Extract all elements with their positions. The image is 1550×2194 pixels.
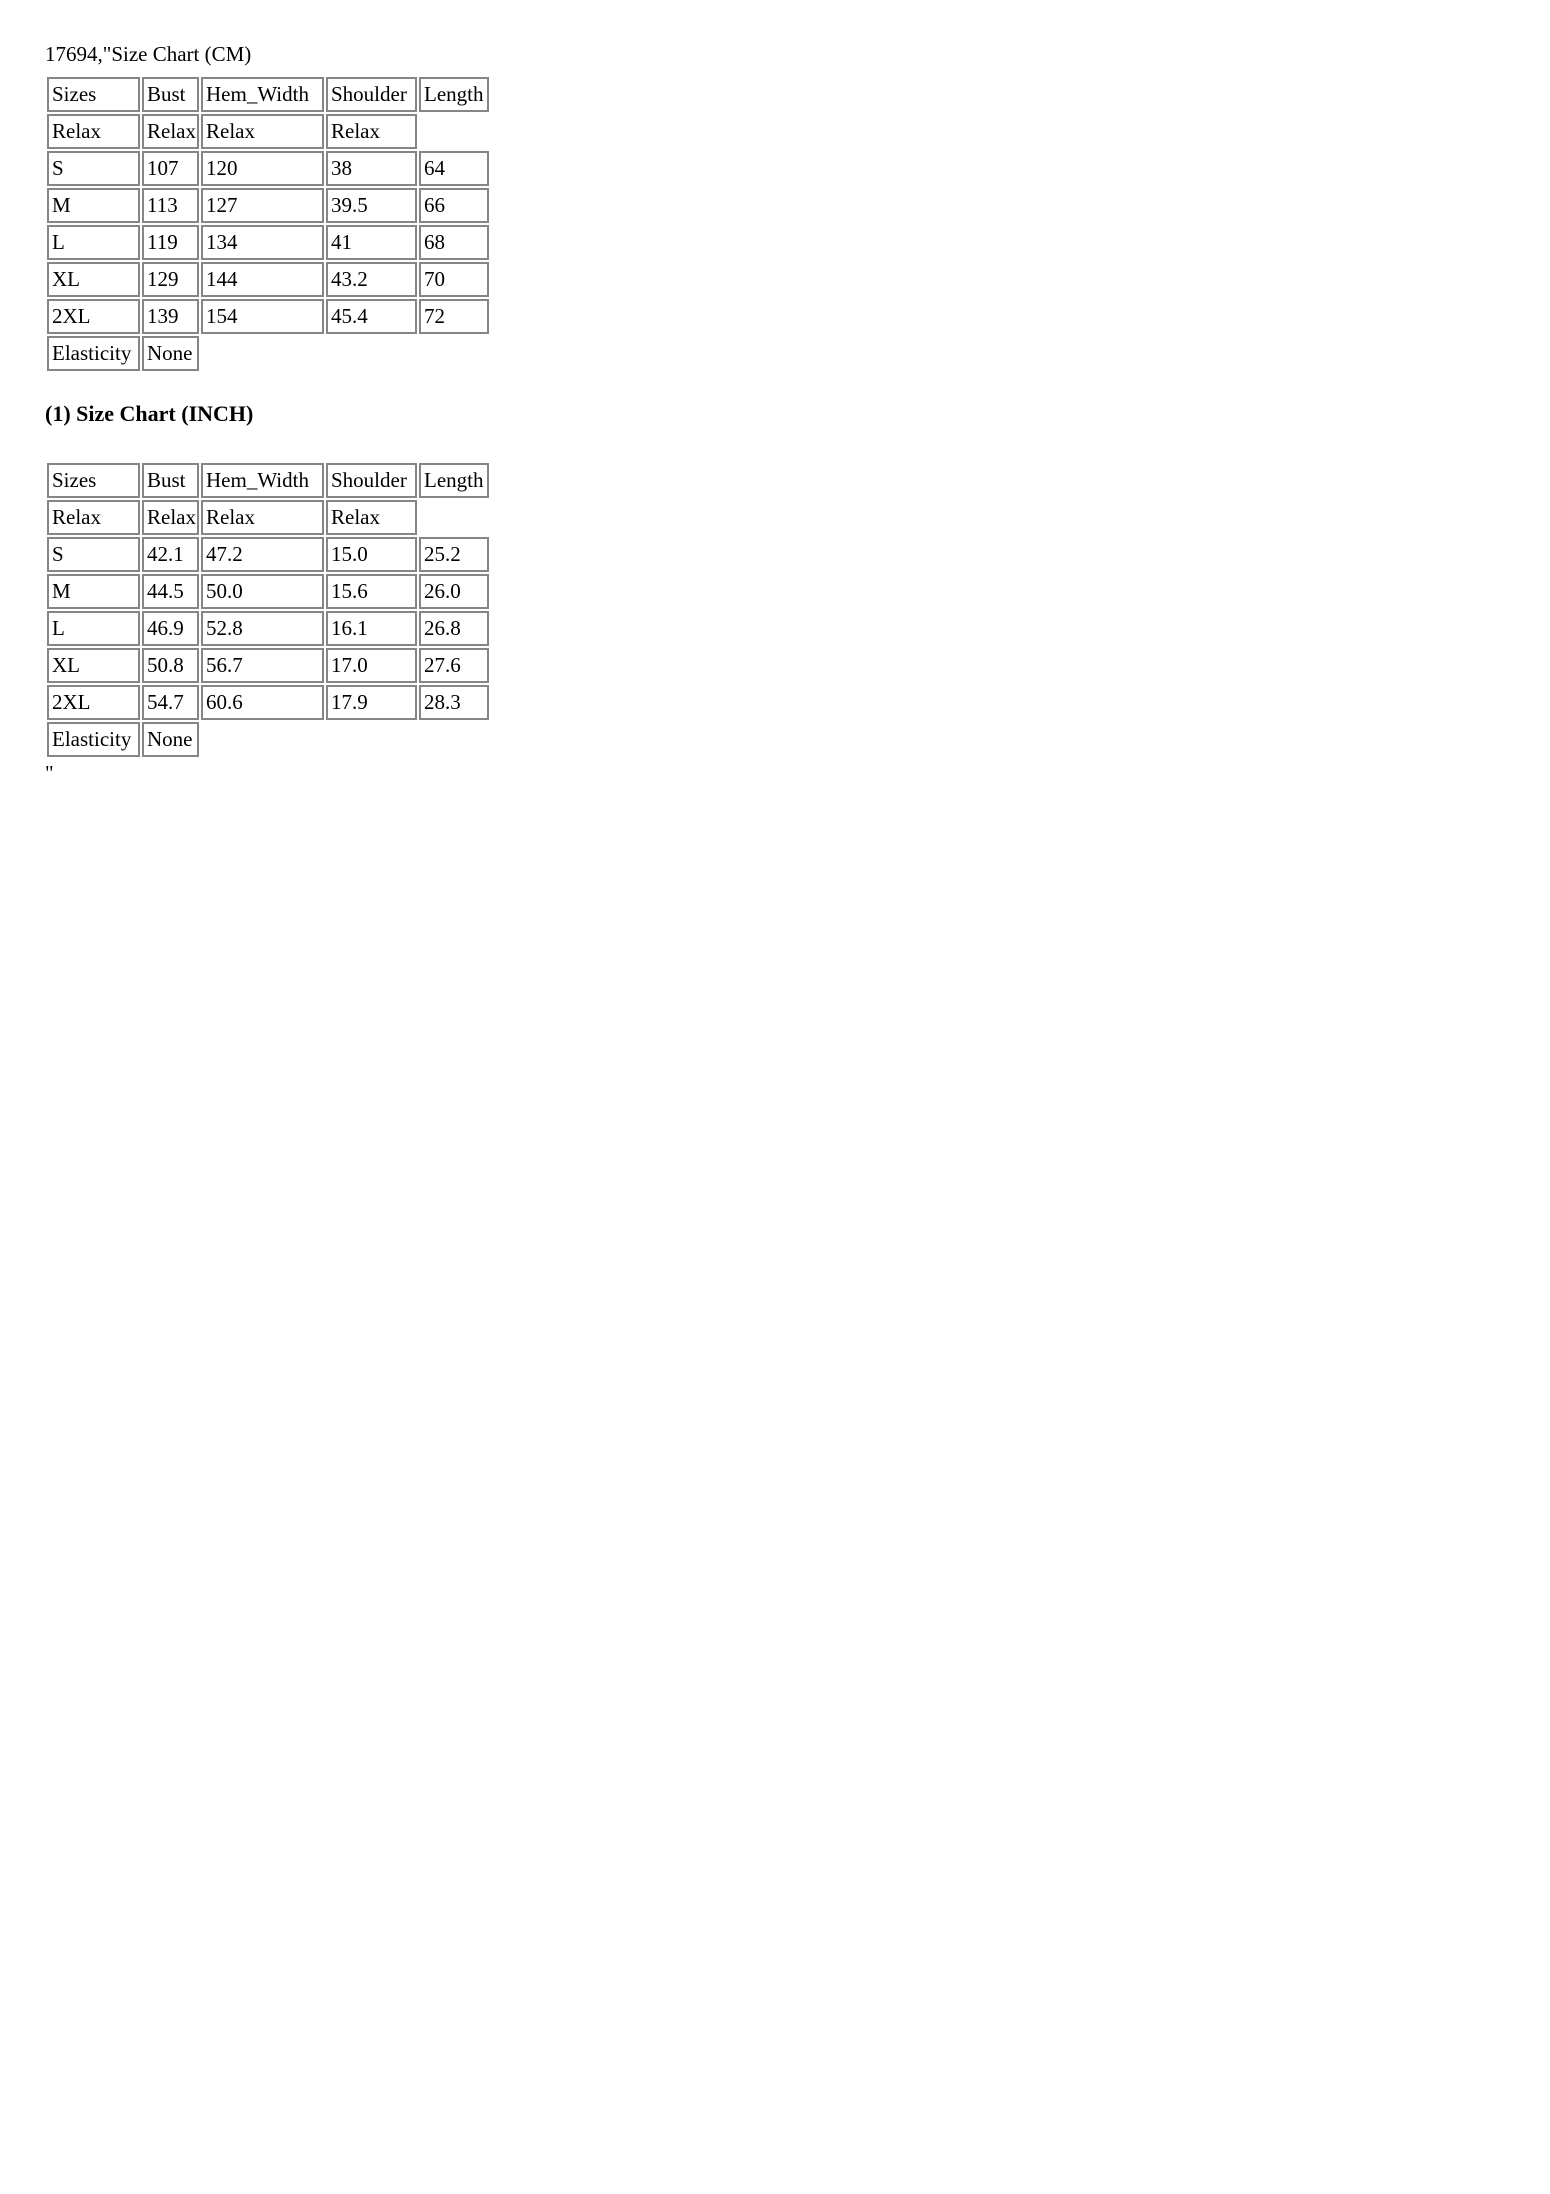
- table-cell: L: [47, 225, 140, 260]
- size-row: [47, 262, 489, 297]
- table-cell: 39.5: [326, 188, 417, 223]
- table-cell: 15.0: [326, 537, 417, 572]
- size-row: [47, 225, 489, 260]
- table-cell: 119: [142, 225, 199, 260]
- table-cell: 66: [419, 188, 489, 223]
- fit-row: [47, 114, 489, 149]
- table-cell: 50.0: [201, 574, 324, 609]
- table-cell: 38: [326, 151, 417, 186]
- table-cell: 127: [201, 188, 324, 223]
- table-cell: None: [142, 722, 199, 757]
- table-cell: 107: [142, 151, 199, 186]
- table-cell: L: [47, 611, 140, 646]
- table-cell: XL: [47, 648, 140, 683]
- table-cell: 15.6: [326, 574, 417, 609]
- elasticity-row: [47, 336, 489, 371]
- table-cell: 2XL: [47, 685, 140, 720]
- trailing-quote-mark: ": [45, 761, 54, 785]
- size-row: [47, 574, 489, 609]
- table-cell: 70: [419, 262, 489, 297]
- inch-chart-heading: (1) Size Chart (INCH): [45, 401, 254, 426]
- size-row: [47, 648, 489, 683]
- table-cell: Shoulder: [326, 77, 417, 112]
- table-cell: 56.7: [201, 648, 324, 683]
- table-cell: 72: [419, 299, 489, 334]
- table-cell: 50.8: [142, 648, 199, 683]
- table-cell: 120: [201, 151, 324, 186]
- table-cell: Sizes: [47, 463, 140, 498]
- table-cell: Relax: [47, 500, 140, 535]
- table-cell: 43.2: [326, 262, 417, 297]
- table-cell: 44.5: [142, 574, 199, 609]
- table-cell: 25.2: [419, 537, 489, 572]
- table-cell: Shoulder: [326, 463, 417, 498]
- table-cell: 42.1: [142, 537, 199, 572]
- table-cell: XL: [47, 262, 140, 297]
- table-cell: 2XL: [47, 299, 140, 334]
- table-cell: 16.1: [326, 611, 417, 646]
- inch-size-chart-table: [45, 461, 491, 759]
- table-cell: Relax: [326, 114, 417, 149]
- table-cell: None: [142, 336, 199, 371]
- table-cell: 17.0: [326, 648, 417, 683]
- table-cell: 113: [142, 188, 199, 223]
- table-cell: Length: [419, 463, 489, 498]
- size-row: [47, 537, 489, 572]
- table-cell: 68: [419, 225, 489, 260]
- elasticity-row: [47, 722, 489, 757]
- table-cell: Bust: [142, 77, 199, 112]
- table-cell: M: [47, 574, 140, 609]
- table-cell: Bust: [142, 463, 199, 498]
- table-cell: Hem_Width: [201, 77, 324, 112]
- table-cell: 52.8: [201, 611, 324, 646]
- size-row: [47, 188, 489, 223]
- cm-size-chart-table: [45, 75, 491, 373]
- table-cell: 46.9: [142, 611, 199, 646]
- table-cell: S: [47, 537, 140, 572]
- table-cell: 26.8: [419, 611, 489, 646]
- table-cell: Relax: [201, 114, 324, 149]
- table-cell: Relax: [201, 500, 324, 535]
- header-row: [47, 77, 489, 112]
- table-cell: 129: [142, 262, 199, 297]
- fit-row: [47, 500, 489, 535]
- table-cell: Length: [419, 77, 489, 112]
- table-cell: M: [47, 188, 140, 223]
- cm-chart-title: 17694,"Size Chart (CM): [45, 42, 252, 66]
- table-cell: Elasticity: [47, 336, 140, 371]
- table-cell: 134: [201, 225, 324, 260]
- table-cell: 45.4: [326, 299, 417, 334]
- table-cell: 154: [201, 299, 324, 334]
- header-row: [47, 463, 489, 498]
- table-cell: 27.6: [419, 648, 489, 683]
- table-cell: Relax: [47, 114, 140, 149]
- table-cell: 28.3: [419, 685, 489, 720]
- size-row: [47, 151, 489, 186]
- table-cell: Relax: [142, 114, 199, 149]
- table-cell: 41: [326, 225, 417, 260]
- size-row: [47, 611, 489, 646]
- table-cell: 47.2: [201, 537, 324, 572]
- table-cell: Elasticity: [47, 722, 140, 757]
- table-cell: 139: [142, 299, 199, 334]
- size-row: [47, 685, 489, 720]
- document-content: [0, 0, 1550, 786]
- table-cell: 144: [201, 262, 324, 297]
- table-cell: 64: [419, 151, 489, 186]
- table-cell: 54.7: [142, 685, 199, 720]
- table-cell: 26.0: [419, 574, 489, 609]
- table-cell: Sizes: [47, 77, 140, 112]
- table-cell: S: [47, 151, 140, 186]
- table-cell: Relax: [142, 500, 199, 535]
- table-cell: 17.9: [326, 685, 417, 720]
- size-row: [47, 299, 489, 334]
- table-cell: 60.6: [201, 685, 324, 720]
- table-cell: Hem_Width: [201, 463, 324, 498]
- table-cell: Relax: [326, 500, 417, 535]
